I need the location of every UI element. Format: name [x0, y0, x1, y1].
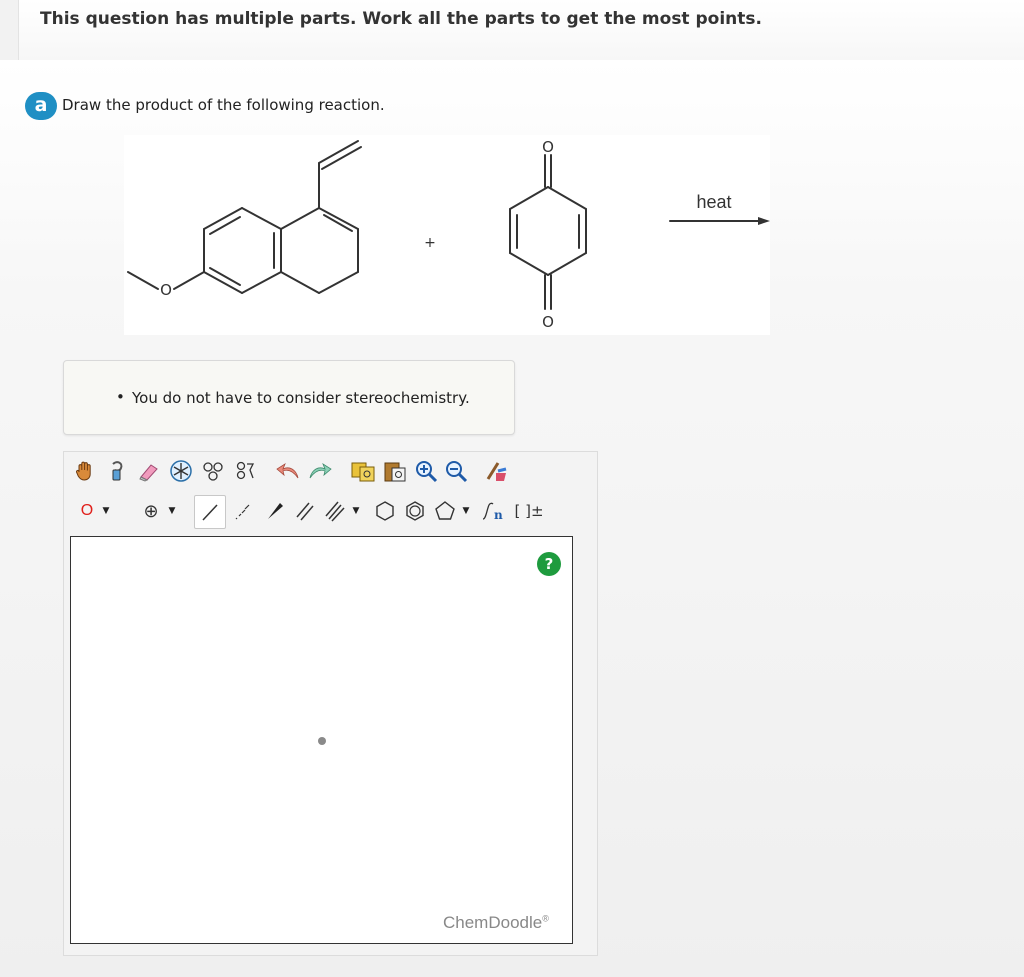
benzene-icon[interactable] — [400, 495, 430, 527]
wedge-bond-icon[interactable] — [260, 495, 290, 527]
copy-icon[interactable] — [348, 455, 378, 487]
eraser-icon[interactable] — [134, 455, 164, 487]
redo-icon[interactable] — [304, 455, 334, 487]
bond-chevron-down-icon[interactable]: ▼ — [352, 506, 360, 516]
repeat-unit-icon[interactable] — [480, 495, 510, 527]
quinone-bottom-oxygen-label: O — [542, 313, 554, 331]
brackets-charge-icon[interactable]: [ ]± — [514, 502, 544, 520]
hint-box — [63, 360, 515, 435]
double-bond-icon[interactable] — [290, 495, 320, 527]
undo-icon[interactable] — [274, 455, 304, 487]
arrow-head — [758, 217, 770, 225]
aromatic-ring — [204, 208, 281, 293]
reaction-drawing — [124, 135, 770, 335]
cyclopentane-icon[interactable] — [430, 495, 460, 527]
brand-name: ChemDoodle — [443, 913, 543, 932]
vinyl-group — [319, 141, 361, 208]
atom-selector-chevron-down-icon[interactable]: ▼ — [102, 506, 110, 516]
banner-text: This question has multiple parts. Work all the parts to get the most points. — [40, 9, 762, 29]
charge-plus-icon[interactable]: ⊕ — [143, 500, 159, 522]
single-bond-icon[interactable] — [194, 495, 226, 529]
ring-chevron-down-icon[interactable]: ▼ — [462, 506, 470, 516]
hint-text: You do not have to consider stereochemistry. — [132, 389, 470, 407]
pan-hand-icon[interactable] — [70, 455, 100, 487]
cyclohexane-icon[interactable] — [370, 495, 400, 527]
chain-template-icon[interactable] — [230, 455, 260, 487]
help-button[interactable]: ? — [537, 552, 561, 576]
brand-mark: ® — [542, 913, 549, 924]
zoom-out-icon[interactable] — [442, 455, 472, 487]
zoom-in-icon[interactable] — [412, 455, 442, 487]
arrow-label: heat — [696, 192, 732, 212]
svg-text:n: n — [494, 508, 503, 522]
plus-sign: + — [424, 235, 436, 251]
reaction-scheme — [124, 135, 770, 335]
part-a-prompt: Draw the product of the following reaction. — [62, 96, 385, 114]
part-a-badge: a — [25, 92, 57, 120]
lasso-icon[interactable] — [102, 455, 132, 487]
chemdoodle-brand — [443, 913, 549, 933]
center-atom-icon[interactable] — [166, 455, 196, 487]
question-banner — [18, 0, 1024, 60]
charge-chevron-down-icon[interactable]: ▼ — [168, 506, 176, 516]
template-rings-icon[interactable] — [198, 455, 228, 487]
chemdoodle-editor — [63, 451, 598, 956]
dihydro-ring — [281, 208, 358, 293]
atom-selector[interactable]: O — [80, 502, 94, 519]
quinone-top-oxygen-label: O — [542, 138, 554, 156]
canvas-center-dot — [318, 737, 326, 745]
drawing-canvas[interactable] — [70, 536, 573, 944]
clean-structure-icon[interactable] — [482, 455, 512, 487]
ether-oxygen-label: O — [160, 281, 172, 299]
paste-icon[interactable] — [380, 455, 410, 487]
hint-item — [116, 389, 470, 407]
benzoquinone — [510, 155, 586, 309]
hashed-bond-icon[interactable] — [228, 495, 258, 527]
triple-bond-icon[interactable] — [320, 495, 350, 527]
hint-bullet: • — [116, 388, 125, 406]
